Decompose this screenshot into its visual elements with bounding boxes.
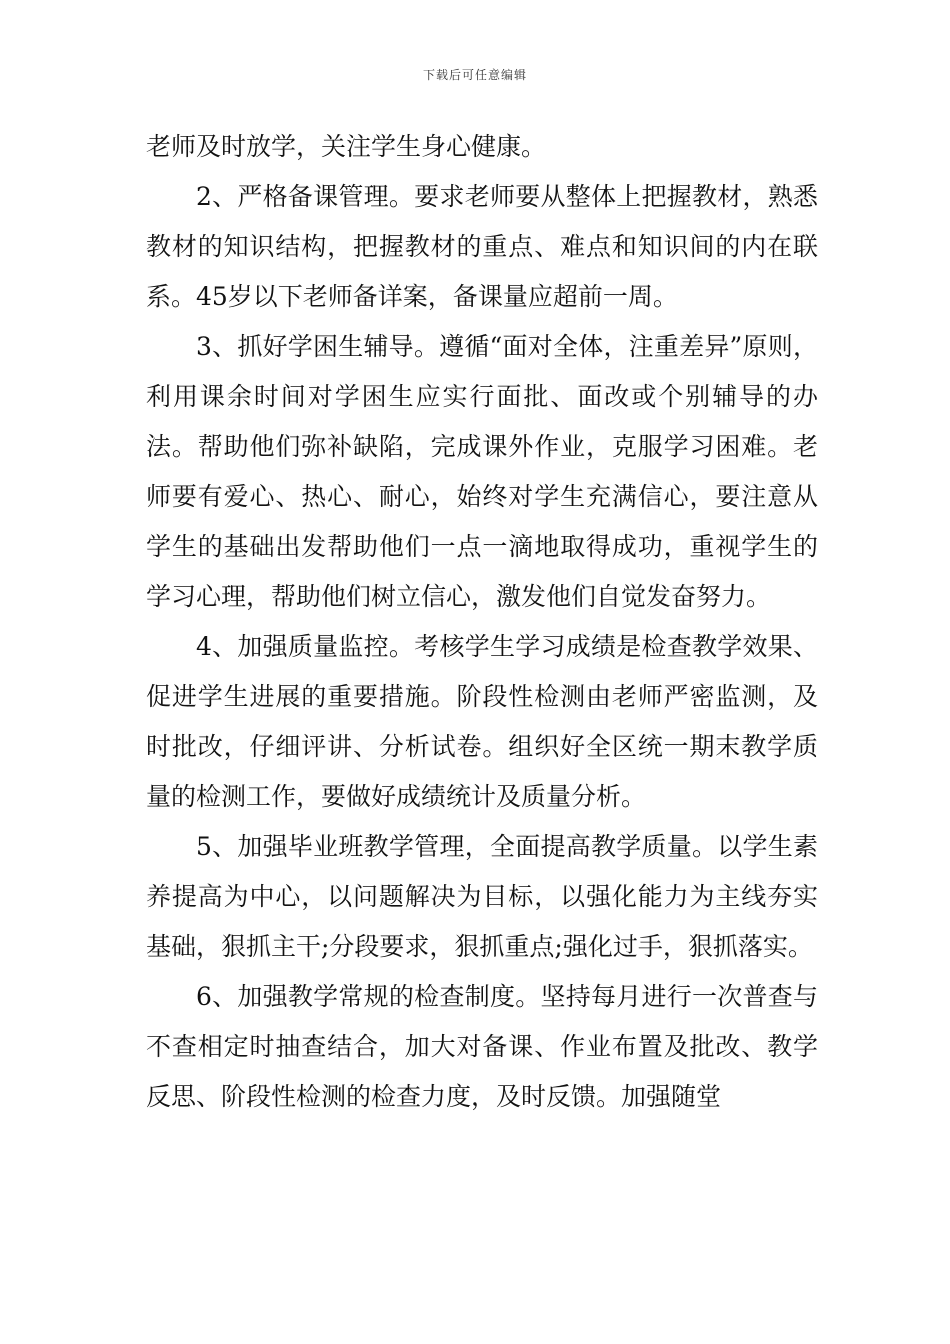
paragraph-item-5: 5、加强毕业班教学管理，全面提高教学质量。以学生素养提高为中心，以问题解决为目标，以强化能力为主线夯实基础，狠抓主干;分段要求，狠抓重点;强化过手，狠抓落实。 — [146, 832, 818, 961]
paragraph-continuation: 老师及时放学，关注学生身心健康。 — [146, 132, 547, 161]
paragraph-item-6: 6、加强教学常规的检查制度。坚持每月进行一次普查与不查相定时抽查结合，加大对备课、作业布置及批改、教学反思、阶段性检测的检查力度，及时反馈。加强随堂 — [146, 982, 818, 1111]
document-body — [146, 122, 818, 1122]
page-header: 下载后可任意编辑 — [422, 68, 527, 82]
paragraph-item-2: 2、严格备课管理。要求老师要从整体上把握教材，熟悉教材的知识结构，把握教材的重点、难点和知识间的内在联系。45岁以下老师备详案，备课量应超前一周。 — [146, 182, 818, 311]
paragraph-item-4: 4、加强质量监控。考核学生学习成绩是检查教学效果、促进学生进展的重要措施。阶段性检测由老师严密监测，及时批改，仔细评讲、分析试卷。组织好全区统一期末教学质量的检测工作，要做好成绩统计及质量分析。 — [146, 632, 818, 811]
paragraph-item-3: 3、抓好学困生辅导。遵循“面对全体，注重差异”原则，利用课余时间对学困生应实行面批、面改或个别辅导的办法。帮助他们弥补缺陷，完成课外作业，克服学习困难。老师要有爱心、热心、耐心，始终对学生充满信心，要注意从学生的基础出发帮助他们一点一滴地取得成功，重视学生的学习心理，帮助他们树立信心，激发他们自觉发奋努力。 — [146, 332, 818, 611]
